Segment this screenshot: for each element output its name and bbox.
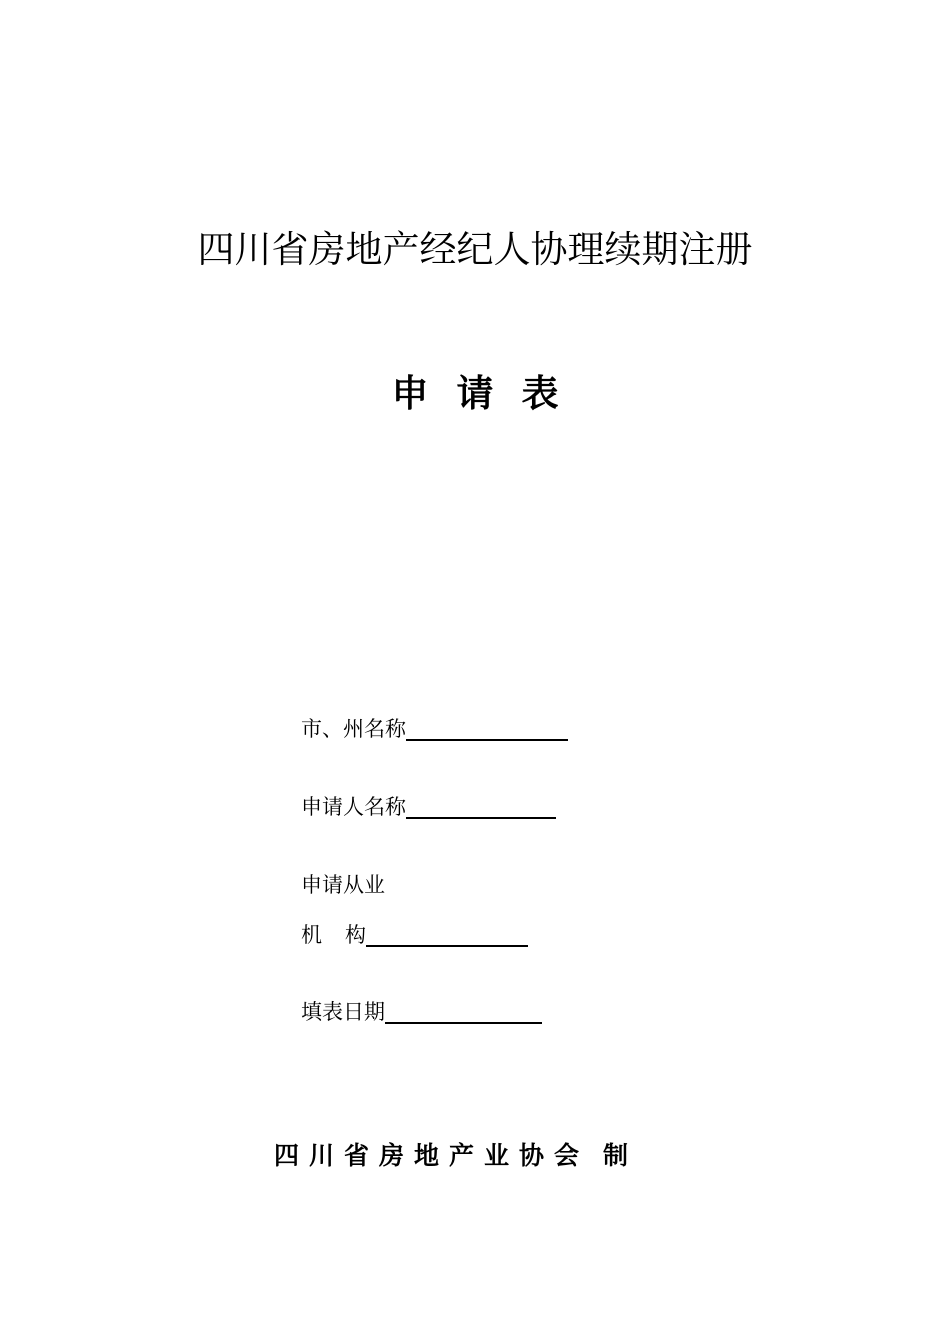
issuer-org: 四川省房地产业协会 [274, 1141, 590, 1170]
field-applicant-name [301, 792, 556, 822]
field-fill-date [301, 997, 542, 1027]
field-employer-blank[interactable] [366, 923, 528, 947]
field-fill-date-blank[interactable] [385, 1000, 542, 1024]
field-fill-date-label: 填表日期 [301, 1000, 385, 1024]
field-employer-label-top: 申请从业 [301, 873, 385, 897]
field-city-prefecture [301, 714, 568, 744]
issuer-footer [274, 1138, 638, 1174]
document-subtitle: 申请表 [391, 372, 587, 415]
field-employer-label-line1 [301, 870, 385, 900]
field-city-prefecture-label: 市、州名称 [301, 717, 406, 741]
field-city-prefecture-blank[interactable] [406, 717, 568, 741]
field-applicant-name-label: 申请人名称 [301, 795, 406, 819]
document-title: 四川省房地产经纪人协理续期注册 [197, 228, 753, 271]
issuer-suffix: 制 [603, 1141, 639, 1170]
field-employer-label-bottom: 机构 [301, 923, 389, 947]
field-applicant-name-blank[interactable] [406, 795, 556, 819]
field-employer [301, 920, 528, 950]
